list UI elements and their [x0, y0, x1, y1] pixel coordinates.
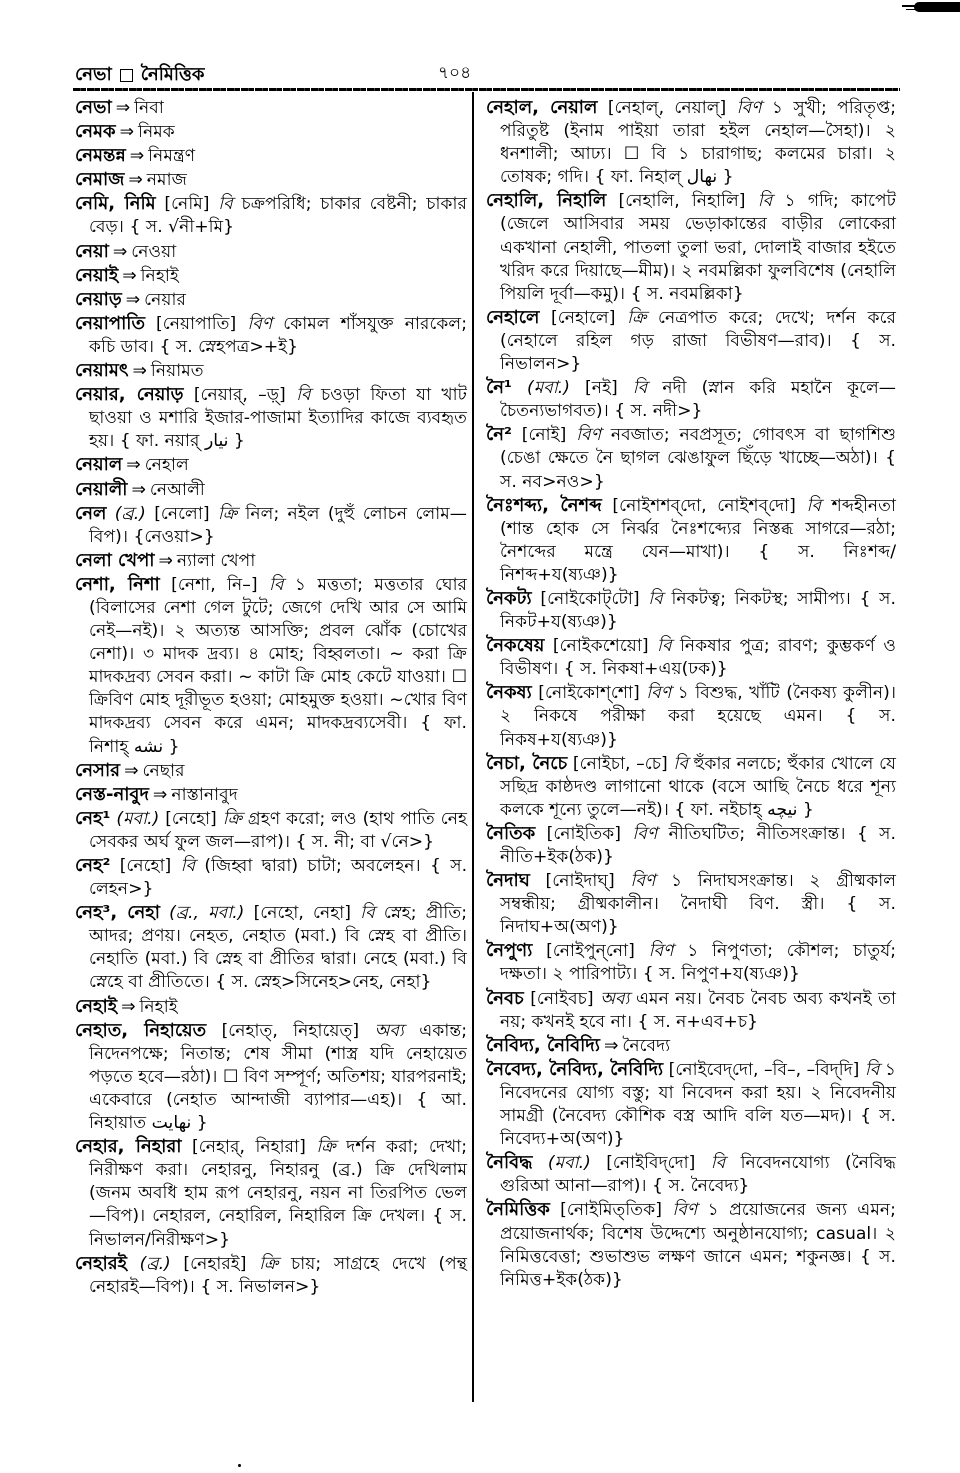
cross-reference-arrow-icon: ⇒	[158, 550, 173, 571]
definition: নদী (স্নান করি মহানৈ কূলে—চৈতন্যভাগবত)।	[500, 378, 896, 422]
definition: চক্রপরিধি; চাকার বেষ্টনী; চাকার বেড়।	[89, 194, 467, 238]
dictionary-entry	[486, 376, 896, 423]
cross-reference: ন্যালা খেপা	[176, 550, 256, 571]
etymology: { স. নদী>}	[614, 401, 703, 422]
etymology: { স. নিদাঘ+অ(অণ)}	[500, 894, 896, 938]
usage-label: (ব্র., মবা.)	[169, 903, 245, 924]
part-of-speech: বিণ	[648, 941, 674, 962]
headword: নৈতিক	[486, 822, 536, 844]
headword: নেস্ত-নাবুদ	[75, 783, 149, 805]
left-column	[75, 96, 467, 1299]
headword: নেহ¹	[75, 807, 111, 829]
part-of-speech: বি	[269, 574, 284, 595]
guide-words	[75, 60, 204, 91]
headword: নৈবিদ্ধ	[486, 1152, 533, 1174]
headword: নৈবেদ্য, নৈবিদ্য, নৈবিদ্যি	[486, 1058, 664, 1080]
pronunciation: [নেহালে]	[551, 307, 616, 328]
part-of-speech: বি	[218, 194, 233, 215]
headword: নেহ²	[75, 855, 111, 876]
dictionary-entry	[75, 264, 467, 288]
cross-reference-arrow-icon: ⇒	[119, 122, 135, 143]
headword: নেল	[75, 502, 107, 524]
etymology: { স. স্নেহপত্র>+ই}	[159, 336, 299, 357]
etymology: { স. স্নেহ>সিনেহ>নেহ, নেহা}	[215, 972, 432, 993]
cross-reference: নিহাই	[139, 996, 178, 1017]
part-of-speech: অব্য	[374, 1020, 404, 1041]
headword: নৈদাঘ	[486, 870, 530, 892]
part-of-speech: বি	[673, 753, 688, 774]
headword: নৈ²	[486, 424, 512, 446]
cross-reference-arrow-icon: ⇒	[112, 241, 128, 262]
etymology: { স. নৈবেদ্য}	[652, 1176, 750, 1197]
dictionary-entry	[75, 1135, 467, 1251]
cross-reference-arrow-icon: ⇒	[132, 361, 147, 382]
dictionary-entry	[75, 573, 467, 759]
scan-speck	[238, 1464, 241, 1467]
headword: নেহালি, নিহালি	[486, 190, 607, 212]
etymology: { স. নিভালন>}	[500, 330, 897, 375]
dictionary-entry	[486, 1034, 896, 1058]
headword: নেয়াপাতি	[75, 312, 145, 334]
headword: নেসার	[75, 759, 121, 781]
headword: নেলা খেপা	[75, 549, 155, 571]
page-number: ৭০৪	[438, 63, 472, 83]
etymology: { স. নিভালন/নিরীক্ষণ>}	[89, 1206, 467, 1250]
dictionary-entry	[75, 1252, 467, 1299]
headword: নৈ¹	[486, 377, 512, 399]
etymology: { ফা. নিশাহ্ نشه }	[89, 713, 467, 757]
definition: গ্রহণ করো; লও (হাথ পাতি নেহ সেবকর অর্ঘ ফুল জল—রাপ)।	[89, 808, 467, 852]
cross-reference-arrow-icon: ⇒	[129, 146, 145, 167]
right-column	[486, 96, 896, 1292]
headword: নৈকট্য	[486, 587, 532, 609]
definition: চওড়া ফিতা যা খাট ছাওয়া ও মশারি ইজার-পাজামা ইত্যাদির কাজে ব্যবহৃত হয়।	[89, 385, 468, 452]
part-of-speech: বি	[864, 1059, 880, 1080]
headword: নেহাই	[75, 995, 118, 1017]
definition: (জিহ্বা দ্বারা) চাটা; অবলেহন।	[204, 856, 421, 876]
cross-reference-arrow-icon: ⇒	[604, 1035, 619, 1056]
definition: নিবেদনযোগ্য (নৈবিদ্ধ গুরিআ আনা—রাপ)।	[500, 1153, 897, 1197]
definition: নিল; নইল (দুহুঁ লোচন লোম—বিপ)।	[89, 503, 467, 547]
dictionary-entry	[486, 494, 896, 587]
cross-reference: নিহাই	[140, 265, 179, 286]
dictionary-entry	[486, 634, 896, 681]
etymology: { স. নব>নও>}	[500, 448, 896, 492]
dictionary-entry	[75, 549, 467, 573]
square-separator-icon	[120, 69, 133, 82]
headword: নৈপুণ্য	[486, 940, 533, 962]
definition: ১ প্রয়োজনের জন্য এমন; প্রয়োজনার্থক; বিশেষ উদ্দেশ্যে অনুষ্ঠানযোগ্য; casual। ২ নিমিত্তবেত্তা; শুভাশুভ লক্ষণ জানে এমন; শকুনজ্ঞ।	[500, 1200, 896, 1267]
etymology: { ফা. নিহাল্ نهال }	[594, 167, 734, 188]
etymology: { স. নবমল্লিকা}	[630, 283, 744, 304]
headword: নৈচা, নৈচে	[486, 752, 568, 774]
pronunciation: [নেয়াপাতি]	[156, 313, 237, 334]
dictionary-entry	[75, 901, 467, 994]
headword: নেহাত, নিহায়েত	[75, 1019, 207, 1041]
headword: নেমন্তন্ন	[75, 145, 126, 167]
part-of-speech: বিণ	[672, 1200, 698, 1221]
dictionary-entry	[486, 1198, 896, 1291]
cross-reference: নমাজ	[146, 170, 187, 191]
pronunciation: [নোইকোশ্‌শো]	[538, 683, 640, 704]
dictionary-entry	[75, 478, 467, 502]
definition: একান্ত; নিদেনপক্ষে; নিতান্ত; শেষ সীমা (শাস্ত্র যদি নেহায়েত পড়তে হবে—রঠা)। ☐ বিণ সম্পূর্ণ; অতিশয়; যারপরনাই; একেবারে (নেহাত আন্দাজী ব্যাপার—এহ)।	[89, 1020, 468, 1110]
part-of-speech: বি	[657, 636, 672, 657]
dictionary-entry	[486, 1151, 896, 1198]
definition: ১ নিপুণতা; কৌশল; চাতুর্য; দক্ষতা। ২ পারিপাট্য।	[500, 941, 897, 985]
usage-label: (ব্র.)	[139, 1253, 171, 1274]
definition: হুঁকার নলচে; হুঁকার খোলে যে সছিদ্র কাষ্ঠদণ্ড লাগানো থাকে (বসে আছি নৈচে ধরে শূন্য কলকে শূন্যে তুলে—নই)।	[500, 753, 896, 820]
dictionary-entry	[75, 312, 467, 359]
pronunciation: [নেমি]	[164, 194, 210, 215]
header-rule	[73, 88, 900, 91]
headword: নেভা	[75, 97, 112, 118]
headword: নৈকষ্য	[486, 682, 532, 704]
headword: নেমাজ	[75, 169, 125, 191]
usage-label: (মবা.)	[116, 808, 160, 829]
etymology: { স. নিবেদ্য+অ(অণ)}	[500, 1106, 897, 1150]
guide-word-first: নেভা	[75, 64, 112, 85]
part-of-speech: বিণ	[632, 823, 658, 844]
definition: দর্শন করা; দেখা; নিরীক্ষণ করা। নেহারনু, নিহারনু (ব্র.) ক্রি দেখিলাম (জনম অবধি হাম রূপ নেহারনু, নয়ন না তিরপিত ভেল—বিপ)। নেহারল, নেহারিল, নিহারিল ক্রি দেখল।	[89, 1137, 468, 1227]
dictionary-entry	[75, 96, 467, 120]
etymology: { স. ন+এব+চ}	[637, 1011, 759, 1032]
part-of-speech: বিণ	[736, 98, 762, 118]
guide-word-last: নৈমিত্তিক	[140, 64, 205, 85]
headword: নেহার, নিহারা	[75, 1136, 182, 1158]
part-of-speech: বি	[710, 1153, 726, 1174]
pronunciation: [নেহালি, নিহালি]	[618, 191, 746, 212]
part-of-speech: বি	[180, 856, 196, 876]
definition: ১ সুখী; পরিতৃপ্ত; পরিতুষ্ট (ইনাম পাইয়া তারা হইল নেহাল—সৈহা)। ২ ধনশালী; আঢ্য। ☐ বি ১ চারাগাছ; কলমের চারা। ২ তোষক; গদি।	[500, 98, 896, 188]
part-of-speech: ক্রি	[627, 307, 647, 328]
headword: নেমক	[75, 121, 116, 143]
etymology: { স. নিভালন>}	[200, 1276, 321, 1297]
dictionary-entry	[75, 854, 467, 901]
part-of-speech: বি	[648, 588, 663, 609]
part-of-speech: ক্রি	[217, 503, 238, 524]
headword: নেহারই	[75, 1252, 127, 1274]
etymology: { স. নিঃশব্দ/নিশব্দ+য(ষ্যঞ)}	[500, 541, 897, 585]
cross-reference-arrow-icon: ⇒	[121, 996, 136, 1017]
dictionary-entry	[75, 453, 467, 477]
cross-reference-arrow-icon: ⇒	[115, 98, 131, 118]
etymology: { স. নী; বা √নে>}	[295, 831, 435, 852]
definition: স্নেহ; প্রীতি; আদর; প্রণয়। নেহত, নেহাত (মবা.) বি স্নেহ বা প্রীতি। নেহাতি (মবা.) বি স্নেহ বা প্রীতির দ্বারা। নেহে (মবা.) বি স্নেহে বা প্রীতিতে।	[89, 903, 468, 993]
cross-reference: নেয়ার	[144, 289, 186, 310]
headword: নৈঃশব্দ্য, নৈশব্দ	[486, 494, 602, 516]
pronunciation: [নোইতিক]	[546, 823, 622, 844]
etymology: { ফা. নয়ার্ نيار }	[119, 431, 245, 452]
etymology: { স. লেহন>}	[89, 856, 468, 900]
pronunciation: [নেলো]	[154, 503, 210, 524]
headword: নেহাল, নেয়াল	[486, 97, 598, 118]
definition: নীতিঘটিত; নীতিসংক্রান্ত।	[668, 823, 846, 844]
cross-reference: নেআলী	[149, 479, 205, 500]
pronunciation: [নোইকোট্‌টো]	[540, 588, 640, 609]
headword: নেমি, নিমি	[75, 193, 156, 215]
definition: নেত্রপাত করে; দেখে; দর্শন করে (নেহালে রহিল গড় রাজা বিভীষণ—রাব)।	[500, 307, 897, 351]
definition: নিকটত্ব; নিকটস্থ; সামীপ্য।	[671, 588, 851, 609]
headword: নেয়া	[75, 240, 109, 262]
pronunciation: [নোইবেদ্‌দো, –বি–, –বিদ্‌দি]	[668, 1059, 860, 1080]
etymology: { স. নিকট+য(ষ্যঞ)}	[500, 588, 896, 633]
part-of-speech: অব্য	[600, 988, 630, 1009]
cross-reference: নিমন্ত্রণ	[148, 146, 196, 167]
etymology: { স. নিপুণ+য(ষ্যঞ)}	[642, 964, 800, 985]
dictionary-entry	[75, 359, 467, 383]
dictionary-entry	[75, 144, 467, 168]
part-of-speech: ক্রি	[222, 808, 242, 829]
dictionary-entry	[75, 502, 467, 549]
dictionary-entry	[75, 288, 467, 312]
definition: ১ মত্ততা; মত্ততার ঘোর (বিলাসের নেশা গেল টুটে; জেগে দেখি আর সে আমি নেই—নই)। ২ অত্যন্ত আসক্তি; প্রবল ঝোঁক (চোখের নেশা)। ৩ মাদক দ্রব্য। ৪ মোহ; বিহ্বলতা। ~ করা ক্রি মাদকদ্রব্য সেবন করা। ~ কাটা ক্রি মোহ কেটে যাওয়া। ☐ ক্রিবিণ মোহ দূরীভূত হওয়া; মোহমুক্ত হওয়া। ~খোর বিণ মাদকদ্রব্য সেবন করে এমন; মাদকদ্রব্যসেবী।	[89, 574, 468, 734]
etymology: { আ. নিহায়াত نهايت }	[89, 1089, 467, 1134]
dictionary-entry	[486, 96, 896, 189]
pronunciation: [নোইদাঘ্]	[545, 871, 615, 892]
cross-reference: নিয়ামত	[150, 361, 204, 382]
pronunciation: [নোইবচ]	[530, 988, 594, 1009]
headword: নেয়াই	[75, 264, 119, 286]
cross-reference: নেছার	[142, 760, 185, 781]
pronunciation: [নোইশশব্‌দো, নোইশব্‌দো]	[612, 495, 796, 516]
dictionary-entry	[486, 752, 896, 822]
pronunciation: [নই]	[585, 378, 618, 399]
dictionary-entry	[75, 383, 467, 453]
definition: কোমল শাঁসযুক্ত নারকেল; কচি ডাব।	[89, 313, 468, 357]
pronunciation: [নেহো, নেহা]	[253, 903, 351, 924]
headword: নৈকষেয়	[486, 635, 545, 657]
cross-reference: নিমক	[138, 122, 175, 143]
dictionary-entry	[486, 987, 896, 1034]
dictionary-entry	[486, 1058, 896, 1151]
cross-reference: নিবা	[134, 98, 164, 118]
etymology: { স. √নী+মি}	[129, 217, 235, 238]
cross-reference: নেহাল	[144, 455, 189, 476]
dictionary-entry	[486, 869, 896, 939]
headword: নেয়ার, নেয়াড়	[75, 384, 184, 406]
dictionary-entry	[486, 681, 896, 751]
definition: এমন নয়। নৈবচ নৈবচ অব্য কখনই তা নয়; কখনই হবে না।	[500, 988, 896, 1032]
part-of-speech: বি	[806, 495, 822, 516]
headword: নেয়ামৎ	[75, 360, 129, 382]
dictionary-entry	[486, 587, 896, 634]
cross-reference-arrow-icon: ⇒	[128, 170, 143, 191]
etymology: {নেওয়া>}	[133, 526, 215, 547]
pronunciation: [নোইমিত্‌তিক]	[560, 1200, 662, 1221]
headword: নেয়ালী	[75, 478, 128, 500]
dictionary-entry	[75, 192, 467, 239]
definition: শব্দহীনতা (শান্ত হোক সে নির্ঝর নৈঃশব্দ্যের নিস্তব্ধ সাগরে—রঠা; নৈশব্দের মন্ত্রে যেন—মাখা)।	[500, 495, 896, 562]
part-of-speech: বিণ	[646, 683, 672, 704]
definition: নবজাত; নবপ্রসূত; গোবৎস বা ছাগশিশু (চেঙা ক্ষেতে নৈ ছাগল ঝেঙাফুল ছিঁড়ে খাচ্ছে—অঠা)।	[500, 425, 897, 469]
cross-reference-arrow-icon: ⇒	[122, 265, 137, 286]
definition: ১ নিবেদনের যোগ্য বস্তু; যা নিবেদন করা হয়। ২ নিবেদনীয় সামগ্রী (নৈবেদ্য কৌশিক বস্ত্র আদি বলি যত—মদ)।	[500, 1059, 897, 1127]
pronunciation: [নোইকশেয়ো]	[552, 636, 649, 657]
part-of-speech: বিণ	[247, 313, 273, 334]
headword: নেহালে	[486, 306, 540, 328]
dictionary-entry	[486, 939, 896, 986]
etymology: { স. নিকষা+এয়(ঢক)}	[563, 659, 728, 680]
dictionary-entry	[75, 168, 467, 192]
pronunciation: [নোইপুন্‌নো]	[546, 941, 635, 962]
pronunciation: [নেহারই]	[183, 1253, 247, 1274]
scan-artifact-mark	[914, 2, 960, 12]
cross-reference: নৈবেদ্য	[622, 1035, 671, 1056]
definition: ১ বিশুদ্ধ, খাঁটি (নৈকষ্য কুলীন)। ২ নিকষে পরীক্ষা করা হয়েছে এমন।	[500, 683, 897, 727]
usage-label: (ব্র.)	[114, 503, 146, 524]
part-of-speech: বি	[360, 903, 375, 924]
cross-reference-arrow-icon: ⇒	[125, 289, 141, 310]
part-of-speech: ক্রি	[316, 1137, 336, 1158]
headword: নেয়াড়	[75, 288, 122, 310]
headword: নেয়াল	[75, 454, 123, 476]
part-of-speech: বি	[632, 378, 648, 399]
dictionary-entry	[75, 807, 467, 854]
dictionary-entry	[486, 306, 896, 376]
headword: নৈবিদ্য, নৈবিদ্যি	[486, 1034, 600, 1056]
pronunciation: [নেয়ার্, –ড়্]	[193, 385, 286, 406]
dictionary-entry	[486, 423, 896, 493]
dictionary-entry	[75, 995, 467, 1019]
usage-label: (মবা.)	[527, 378, 570, 399]
pronunciation: [নেহো]	[119, 856, 172, 876]
pronunciation: [নেহার্, নিহারা]	[192, 1137, 306, 1158]
pronunciation: [নোই]	[521, 425, 567, 446]
column-divider	[472, 92, 474, 1402]
dictionary-entry	[486, 822, 896, 869]
headword: নৈমিত্তিক	[486, 1199, 550, 1221]
cross-reference: নাস্তানাবুদ	[171, 784, 238, 805]
part-of-speech: বিণ	[630, 871, 656, 892]
definition: নিকষার পুত্র; রাবণ; কুম্ভকর্ণ ও বিভীষণ।	[500, 636, 896, 680]
definition: চায়; সাগ্রহে দেখে (পন্থ নেহারই—বিপ)।	[89, 1253, 467, 1297]
dictionary-entry	[75, 1019, 467, 1135]
pronunciation: [নোইচা, –চে]	[572, 753, 668, 774]
dictionary-entry	[75, 759, 467, 783]
headword: নেহ³, নেহা	[75, 902, 160, 924]
pronunciation: [নোইবিদ্‌দো]	[606, 1153, 696, 1174]
definition: ১ গদি; কাপেট (জেলে আসিবার সময় ভেড়াকান্তের বাড়ীর লোকেরা একখানা নেহালী, পাতলা তুলা ভরা, দোলাই বাজার হইতে খরিদ করে দিয়াছে—মীম)। ২ নবমল্লিকা ফুলবিশেষ (নেহালি পিয়লি দূর্বা—কমু)।	[500, 191, 896, 304]
pronunciation: [নেহাত্, নিহায়েত্]	[221, 1020, 360, 1041]
dictionary-entry	[486, 189, 896, 305]
usage-label: (মবা.)	[547, 1153, 591, 1174]
part-of-speech: ক্রি	[259, 1253, 279, 1274]
cross-reference-arrow-icon: ⇒	[131, 479, 146, 500]
headword: নেশা, নিশা	[75, 573, 160, 595]
definition: ১ নিদাঘসংক্রান্ত। ২ গ্রীষ্মকাল সম্বন্ধীয়; গ্রীষ্মকালীন। নৈদাঘী বিণ. স্ত্রী।	[500, 871, 897, 915]
page-header	[75, 60, 895, 84]
headword: নৈবচ	[486, 987, 524, 1009]
etymology: { ফা. নইচাহ্ نيچه }	[674, 799, 814, 820]
cross-reference-arrow-icon: ⇒	[126, 455, 141, 476]
etymology: { স. নীতি+ইক(ঠক)}	[500, 823, 896, 867]
dictionary-entry	[75, 783, 467, 807]
etymology: { স. নিমিত্ত+ইক(ঠক)}	[500, 1246, 897, 1290]
pronunciation: [নেহাল্, নেয়াল্]	[607, 98, 727, 118]
cross-reference-arrow-icon: ⇒	[152, 784, 168, 805]
part-of-speech: বিণ	[576, 425, 602, 446]
cross-reference: নেওয়া	[131, 241, 177, 262]
etymology: { স. নিকষ+য(ষ্যঞ)}	[500, 706, 896, 750]
dictionary-entry	[75, 120, 467, 144]
cross-reference-arrow-icon: ⇒	[124, 760, 139, 781]
part-of-speech: বি	[296, 385, 311, 406]
pronunciation: [নেশা, নি–]	[171, 574, 258, 595]
pronunciation: [নেহো]	[165, 808, 217, 829]
dictionary-entry	[75, 240, 467, 264]
part-of-speech: বি	[757, 191, 773, 212]
